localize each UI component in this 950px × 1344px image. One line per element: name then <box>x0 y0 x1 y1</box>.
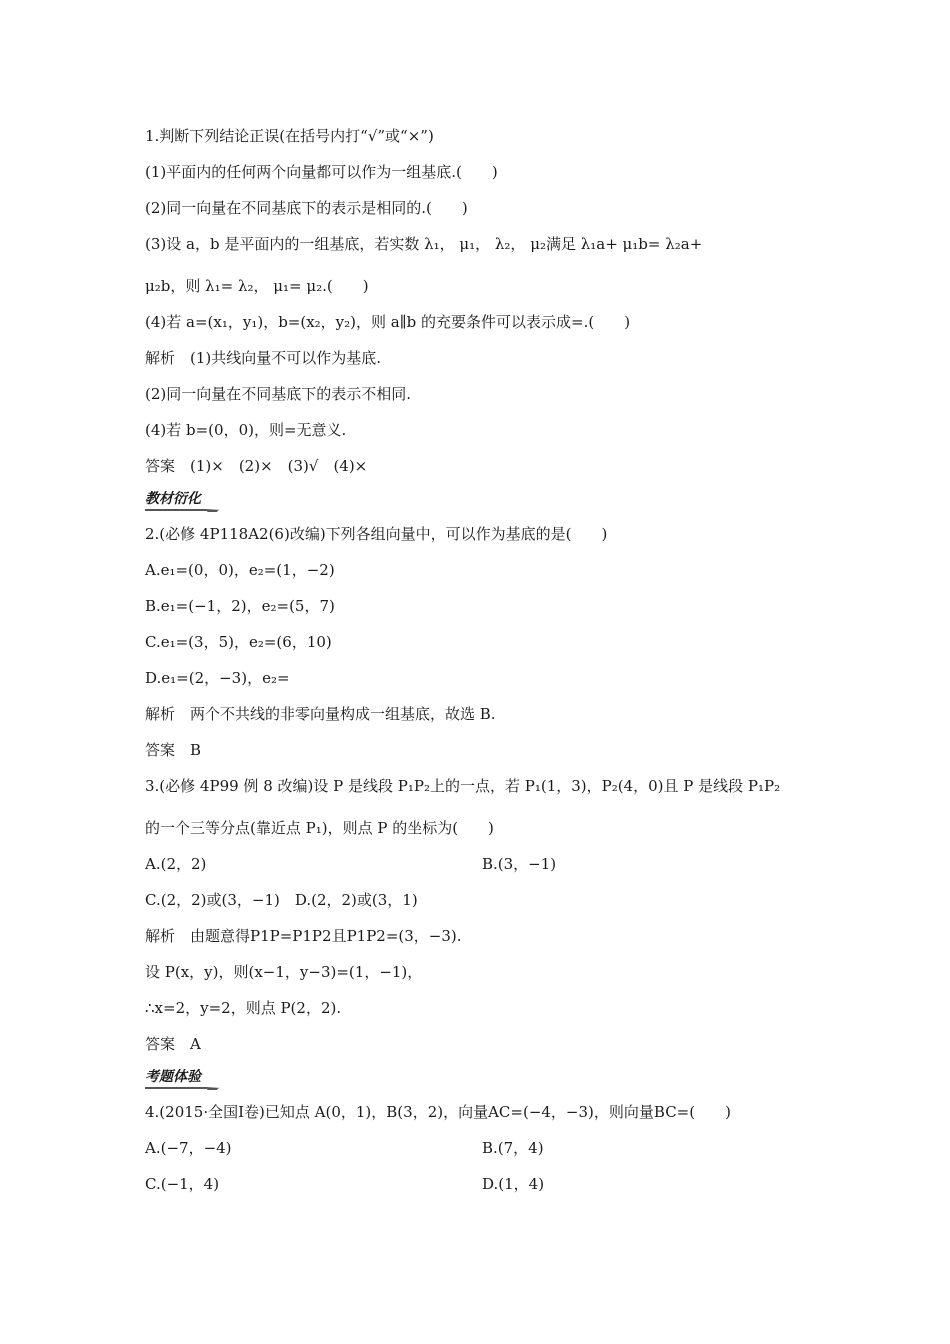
text-line-q2: 2.(必修 4P118A2(6)改编)下列各组向量中，可以作为基底的是( ) <box>145 525 608 543</box>
option-right: B.(3，−1) <box>482 855 557 873</box>
text-line-q3a: 3.(必修 4P99 例 8 改编)设 P 是线段 P₁P₂上的一点，若 P₁(1，3)，P₂(4，0)且 P 是线段 P₁P₂ <box>145 777 781 795</box>
text-line-q1: 1.判断下列结论正误(在括号内打“√”或“×”) <box>145 127 434 145</box>
text-line-q1-ana1: 解析 (1)共线向量不可以作为基底. <box>145 349 382 367</box>
option-right: D.(1，4) <box>482 1175 545 1193</box>
option-row-q4-cd <box>145 1174 825 1194</box>
text-line-q1-ana4: (4)若 b=(0，0)，则=无意义. <box>145 421 347 439</box>
section-underline-tick <box>207 502 225 512</box>
text-line-q3-c: C.(2，2)或(3，−1) D.(2，2)或(3，1) <box>145 891 418 909</box>
text-line-q4: 4.(2015·全国Ⅰ卷)已知点 A(0，1)，B(3，2)，向量AC=(−4，−3)，则向量BC=( ) <box>145 1103 731 1121</box>
text-line-q1-1: (1)平面内的任何两个向量都可以作为一组基底.( ) <box>145 163 498 181</box>
text-line-q2-a: A.e₁=(0，0)，e₂=(1，−2) <box>145 561 335 579</box>
text-line-q2-d: D.e₁=(2，−3)，e₂= <box>145 669 290 687</box>
section-heading-text: 考题体验 <box>145 1069 201 1085</box>
text-line-q2-c: C.e₁=(3，5)，e₂=(6，10) <box>145 633 332 651</box>
text-line-q1-4: (4)若 a=(x₁，y₁)，b=(x₂，y₂)，则 a∥b 的充要条件可以表示成=.( ) <box>145 313 631 331</box>
section-heading-kaoti <box>145 1068 201 1086</box>
option-row-q3-ab <box>145 854 825 874</box>
text-line-q1-2: (2)同一向量在不同基底下的表示是相同的.( ) <box>145 199 468 217</box>
section-heading-jiaocai <box>145 490 201 508</box>
text-line-q1-ana2: (2)同一向量在不同基底下的表示不相同. <box>145 385 412 403</box>
section-heading-text: 教材衍化 <box>145 491 201 507</box>
text-line-q3-ana1: 解析 由题意得P1P=P1P2且P1P2=(3，−3). <box>145 927 462 945</box>
option-right: B.(7，4) <box>482 1139 544 1157</box>
text-line-q2-ans: 答案 B <box>145 741 202 759</box>
option-left: C.(−1，4) <box>145 1175 220 1193</box>
text-line-q1-3b: μ₂b，则 λ₁= λ₂， μ₁= μ₂.( ) <box>145 277 369 295</box>
section-underline-tick <box>207 1080 225 1090</box>
text-line-q3b: 的一个三等分点(靠近点 P₁)，则点 P 的坐标为( ) <box>145 819 494 837</box>
text-line-q1-3a: (3)设 a，b 是平面内的一组基底，若实数 λ₁， μ₁， λ₂， μ₂满足 λ₁a+ μ₁b= λ₂a+ <box>145 235 703 253</box>
option-row-q4-ab <box>145 1138 825 1158</box>
text-line-q3-ans: 答案 A <box>145 1035 201 1053</box>
text-line-q1-ans: 答案 (1)× (2)× (3)√ (4)× <box>145 457 368 475</box>
text-line-q2-ana: 解析 两个不共线的非零向量构成一组基底，故选 B. <box>145 705 496 723</box>
option-left: A.(2，2) <box>145 855 207 873</box>
text-line-q3-ana2: 设 P(x，y)，则(x−1，y−3)=(1，−1)， <box>145 963 423 981</box>
text-line-q3-ana3: ∴x=2，y=2，则点 P(2，2). <box>145 999 342 1017</box>
option-left: A.(−7，−4) <box>145 1139 232 1157</box>
text-line-q2-b: B.e₁=(−1，2)，e₂=(5，7) <box>145 597 335 615</box>
